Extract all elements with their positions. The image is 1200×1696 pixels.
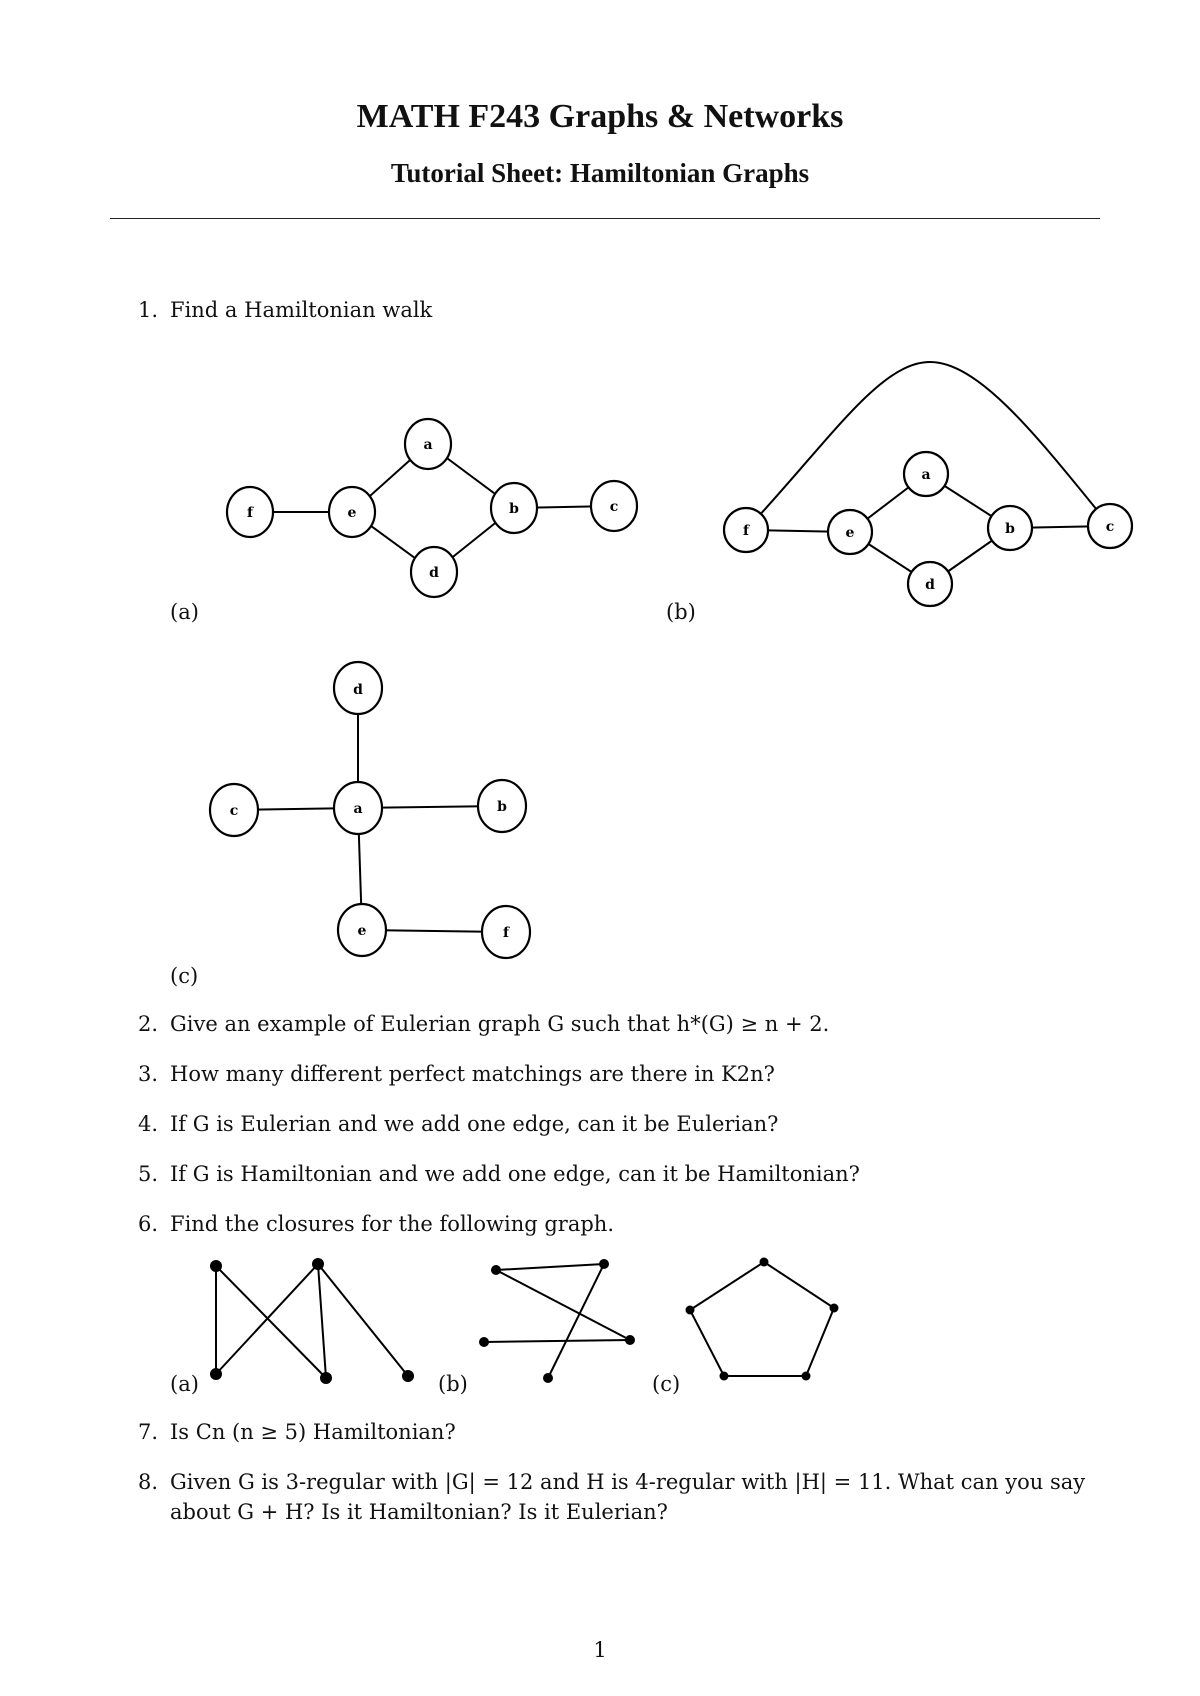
q6b-edge: [496, 1270, 630, 1340]
node-label: a: [921, 467, 931, 483]
q6c-vertex: [686, 1306, 695, 1315]
question-8-continued: about G + H? Is it Hamiltonian? Is it Eulerian?: [170, 1500, 668, 1524]
q6c-vertex: [830, 1304, 839, 1313]
node-label: a: [423, 437, 433, 453]
q6a-vertex: [320, 1372, 332, 1384]
q6a-edge: [318, 1264, 408, 1376]
q6b-vertex: [479, 1337, 489, 1347]
q6a-vertex: [312, 1258, 324, 1270]
question-4: 4. If G is Eulerian and we add one edge, can it be Eulerian?: [138, 1112, 779, 1136]
question-2: 2. Give an example of Eulerian graph G such that h*(G) ≥ n + 2.: [138, 1012, 830, 1036]
node-label: e: [347, 505, 357, 521]
page-subtitle: Tutorial Sheet: Hamiltonian Graphs: [390, 158, 810, 188]
q6c-pentagon: [690, 1262, 834, 1376]
question-5: 5. If G is Hamiltonian and we add one edge, can it be Hamiltonian?: [138, 1162, 860, 1186]
node-label: b: [509, 501, 519, 517]
q6-label-c: (c): [652, 1372, 681, 1396]
node-label: d: [925, 577, 935, 593]
q6c-vertex: [760, 1258, 769, 1267]
q6c-vertex: [802, 1372, 811, 1381]
node-label: a: [353, 801, 363, 817]
node-label: c: [609, 499, 619, 515]
q6b-vertex: [599, 1259, 609, 1269]
node-label: e: [357, 923, 367, 939]
q6a-vertex: [210, 1260, 222, 1272]
q6b-edge: [484, 1340, 630, 1342]
q6a-edge: [216, 1266, 326, 1378]
q6a-vertex: [402, 1370, 414, 1382]
q6b-vertex: [491, 1265, 501, 1275]
node-label: b: [497, 799, 507, 815]
node-label: c: [1105, 519, 1115, 535]
question-8: 8. Given G is 3-regular with |G| = 12 and H is 4-regular with |H| = 11. What can you say: [138, 1470, 1086, 1494]
node-label: f: [742, 523, 750, 539]
q6a-vertex: [210, 1368, 222, 1380]
page-title: MATH F243 Graphs & Networks: [356, 98, 844, 135]
node-label: e: [845, 525, 855, 541]
q6b-edge: [496, 1264, 604, 1270]
q1-label-a: (a): [170, 600, 199, 624]
node-label: c: [229, 803, 239, 819]
q6b-vertex: [625, 1335, 635, 1345]
q6-label-b: (b): [438, 1372, 468, 1396]
q1-label-c: (c): [170, 964, 199, 988]
q6b-vertex: [543, 1373, 553, 1383]
q6a-edge: [318, 1264, 326, 1378]
edge-b-f-c-arc: [746, 362, 1110, 530]
question-7: 7. Is Cn (n ≥ 5) Hamiltonian?: [138, 1420, 456, 1444]
q6-label-a: (a): [170, 1372, 199, 1396]
node-label: f: [246, 505, 254, 521]
node-label: d: [353, 682, 363, 698]
node-label: f: [502, 925, 510, 941]
q1-label-b: (b): [666, 600, 696, 624]
question-6: 6. Find the closures for the following graph.: [138, 1212, 615, 1236]
node-label: b: [1005, 521, 1015, 537]
question-3: 3. How many different perfect matchings are there in K2n?: [138, 1062, 775, 1086]
question-1: 1. Find a Hamiltonian walk: [138, 298, 433, 322]
node-label: d: [429, 565, 439, 581]
q6c-vertex: [720, 1372, 729, 1381]
page-number: 1: [593, 1638, 607, 1662]
